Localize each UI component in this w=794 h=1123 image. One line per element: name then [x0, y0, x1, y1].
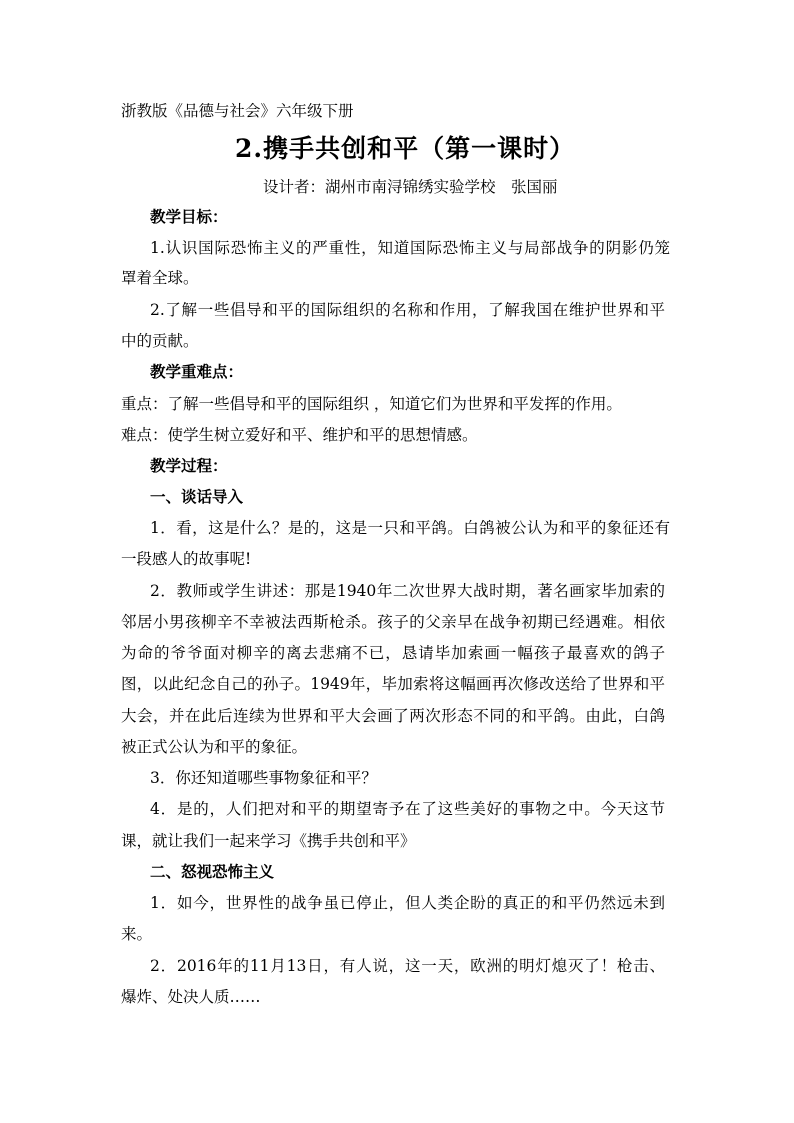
book-label: 浙教版《品德与社会》六年级下册 — [121, 102, 354, 120]
lesson-title: 2.携手共创和平（第一课时） — [235, 134, 576, 163]
section-2-para-1-line-1: 1．如今，世界性的战争虽已停止，但人类企盼的真正的和平仍然远未到 — [150, 894, 665, 912]
objective-2-line-2: 中的贡献。 — [121, 332, 199, 350]
objectives-heading: 教学目标： — [150, 207, 228, 226]
section-1-para-2-line-3: 为命的爷爷面对柳辛的离去悲痛不已，恳请毕加索画一幅孩子最喜欢的鸽子 — [121, 644, 665, 662]
section-2-para-2-line-1: 2．2016年的11月13日，有人说，这一天，欧洲的明灯熄灭了！枪击、 — [150, 957, 665, 975]
objective-2-line-1: 2.了解一些倡导和平的国际组织的名称和作用，了解我国在维护世界和平 — [150, 301, 665, 319]
process-heading: 教学过程： — [150, 456, 228, 475]
section-2-heading: 二、怒视恐怖主义 — [150, 862, 275, 881]
section-1-para-2-line-6: 被正式公认为和平的象征。 — [121, 738, 308, 756]
section-1-para-4-line-2: 课，就让我们一起来学习《携手共创和平》 — [121, 832, 416, 850]
objective-1-line-2: 罩着全球。 — [121, 269, 199, 287]
difficulty-point: 难点：使学生树立爱好和平、维护和平的思想情感。 — [121, 426, 478, 444]
key-point: 重点：了解一些倡导和平的国际组织 ，知道它们为世界和平发挥的作用。 — [121, 395, 622, 413]
section-1-heading: 一、谈话导入 — [150, 487, 244, 506]
section-1-para-1-line-2: 一段感人的故事呢! — [121, 550, 252, 568]
section-1-para-2-line-2: 邻居小男孩柳辛不幸被法西斯枪杀。孩子的父亲早在战争初期已经遇难。相依 — [121, 613, 665, 631]
section-1-para-3: 3．你还知道哪些事物象征和平？ — [150, 769, 377, 787]
section-2-para-2-line-2: 爆炸、处决人质…… — [121, 988, 261, 1006]
section-1-para-4-line-1: 4．是的，人们把对和平的期望寄予在了这些美好的事物之中。今天这节 — [150, 800, 665, 818]
objective-1-line-1: 1.认识国际恐怖主义的严重性，知道国际恐怖主义与局部战争的阴影仍笼 — [150, 239, 670, 257]
designer-line: 设计者：湖州市南浔锦绣实验学校 张国丽 — [263, 178, 558, 196]
section-1-para-1-line-1: 1．看，这是什么？是的，这是一只和平鸽。白鸽被公认为和平的象征还有 — [150, 519, 670, 537]
keypoints-heading: 教学重难点： — [150, 362, 244, 381]
section-1-para-2-line-4: 图，以此纪念自己的孙子。1949年，毕加索将这幅画再次修改送给了世界和平 — [121, 675, 665, 693]
section-2-para-1-line-2: 来。 — [121, 925, 153, 943]
section-1-para-2-line-1: 2．教师或学生讲述：那是1940年二次世界大战时期，著名画家毕加索的 — [150, 582, 665, 600]
section-1-para-2-line-5: 大会，并在此后连续为世界和平大会画了两次形态不同的和平鸽。由此，白鸽 — [121, 707, 665, 725]
